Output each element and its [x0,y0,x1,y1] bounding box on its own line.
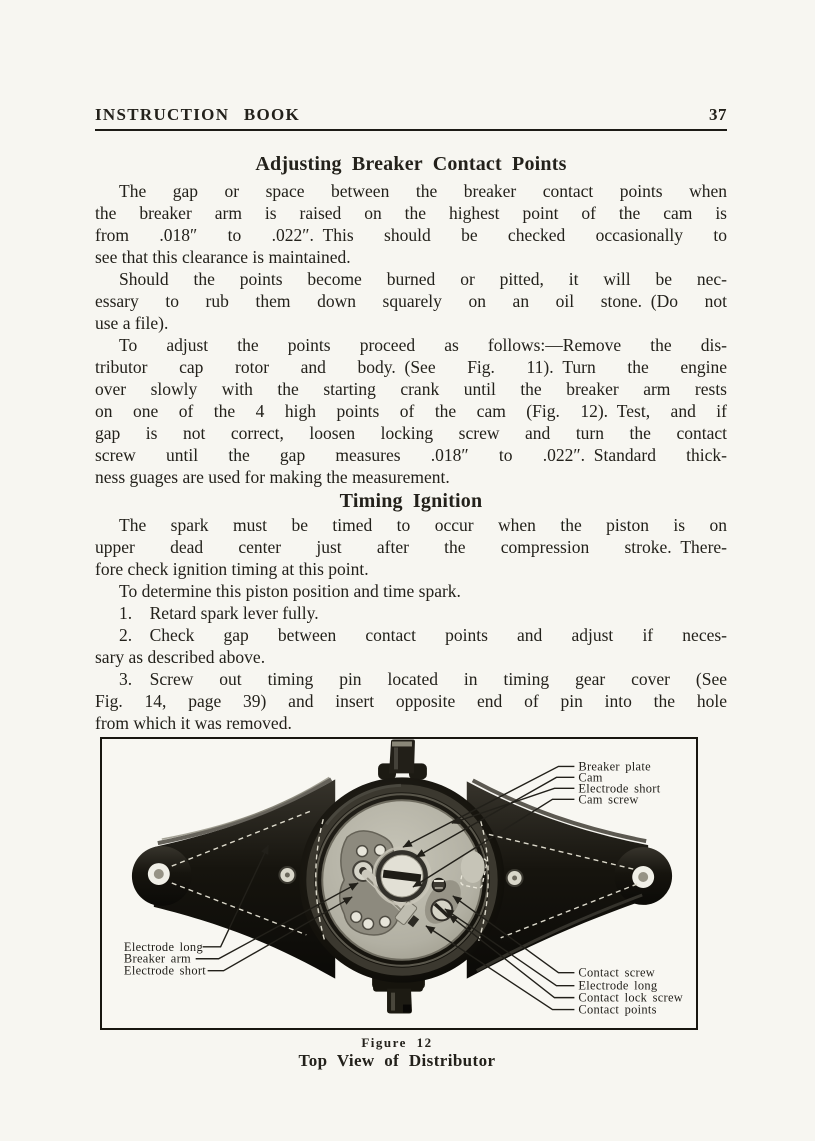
text-line: screw until the gap measures .018″ to .022″. Standard thick- [95,445,727,465]
text-line: tributor cap rotor and body. (See Fig. 11). Turn the engine [95,357,727,377]
text-line: gap is not correct, loosen locking screw and turn the contact [95,423,727,443]
text-line: see that this clearance is maintained. [95,247,351,267]
text-line: from which it was removed. [95,713,292,733]
distributor-top-view-illustration [102,739,696,1028]
section-body-1 [95,180,727,488]
section-heading-adjusting-breaker-contact-points: Adjusting Breaker Contact Points [255,153,567,175]
text-line: use a file). [95,313,169,333]
figure-caption [95,1035,699,1071]
text-line: ness guages are used for making the measurement. [95,467,450,487]
section-body-2 [95,514,727,734]
figure-frame [100,737,698,1030]
text-line: To determine this piston position and time spark. [119,581,461,601]
text-line: on one of the 4 high points of the cam (Fig. 12). Test, and if [95,401,727,421]
figure-label-contact-lock-screw: Contact lock screw [578,990,684,1005]
figure-label-electrode-long-left: Electrode long [123,939,203,954]
figure-label-breaker-plate: Breaker plate [578,759,651,774]
text-line: essary to rub them down squarely on an oil stone. (Do not [95,291,727,311]
figure-label-electrode-short-top: Electrode short [578,781,661,796]
text-line: Fig. 14, page 39) and insert opposite end of pin into the hole [95,691,727,711]
header-rule [95,129,727,131]
section-heading-timing-ignition: Timing Ignition [339,490,483,512]
text-line: The spark must be timed to occur when the piston is on [119,515,727,535]
running-head-title: INSTRUCTION BOOK [95,105,301,124]
figure-caption-number: Figure 12 [361,1035,433,1050]
text-line: upper dead center just after the compression stroke. There- [95,537,727,557]
figure-caption-title: Top View of Distributor [298,1051,496,1070]
figure-label-contact-points: Contact points [578,1002,657,1017]
numbered-step-2: 2. Check gap between contact points and adjust if neces- [119,625,727,645]
text-line: The gap or space between the breaker contact points when [119,181,727,201]
text-line: over slowly with the starting crank until the breaker arm rests [95,379,727,399]
text-line: Should the points become burned or pitted, it will be nec- [119,269,727,289]
figure-label-electrode-long-right: Electrode long [578,978,658,993]
figure-12 [95,737,699,1071]
text-line: the breaker arm is raised on the highest point of the cam is [95,203,727,223]
figure-label-cam: Cam [578,770,603,785]
page-content [95,104,727,1071]
text-line: sary as described above. [95,647,266,667]
top-clip [378,739,427,779]
numbered-step-3: 3. Screw out timing pin located in timing gear cover (See [119,669,727,689]
text-line: fore check ignition timing at this point. [95,559,369,579]
figure-label-cam-screw: Cam screw [578,792,639,807]
running-head [95,104,727,126]
text-line: To adjust the points proceed as follows:—Remove the dis- [119,335,727,355]
text-line: from .018″ to .022″. This should be checked occasionally to [95,225,727,245]
page-number: 37 [709,105,727,124]
figure-label-electrode-short-left: Electrode short [123,963,207,978]
figure-label-breaker-arm: Breaker arm [123,951,192,966]
figure-label-contact-screw: Contact screw [578,965,656,980]
numbered-step-1: 1. Retard spark lever fully. [119,603,319,623]
